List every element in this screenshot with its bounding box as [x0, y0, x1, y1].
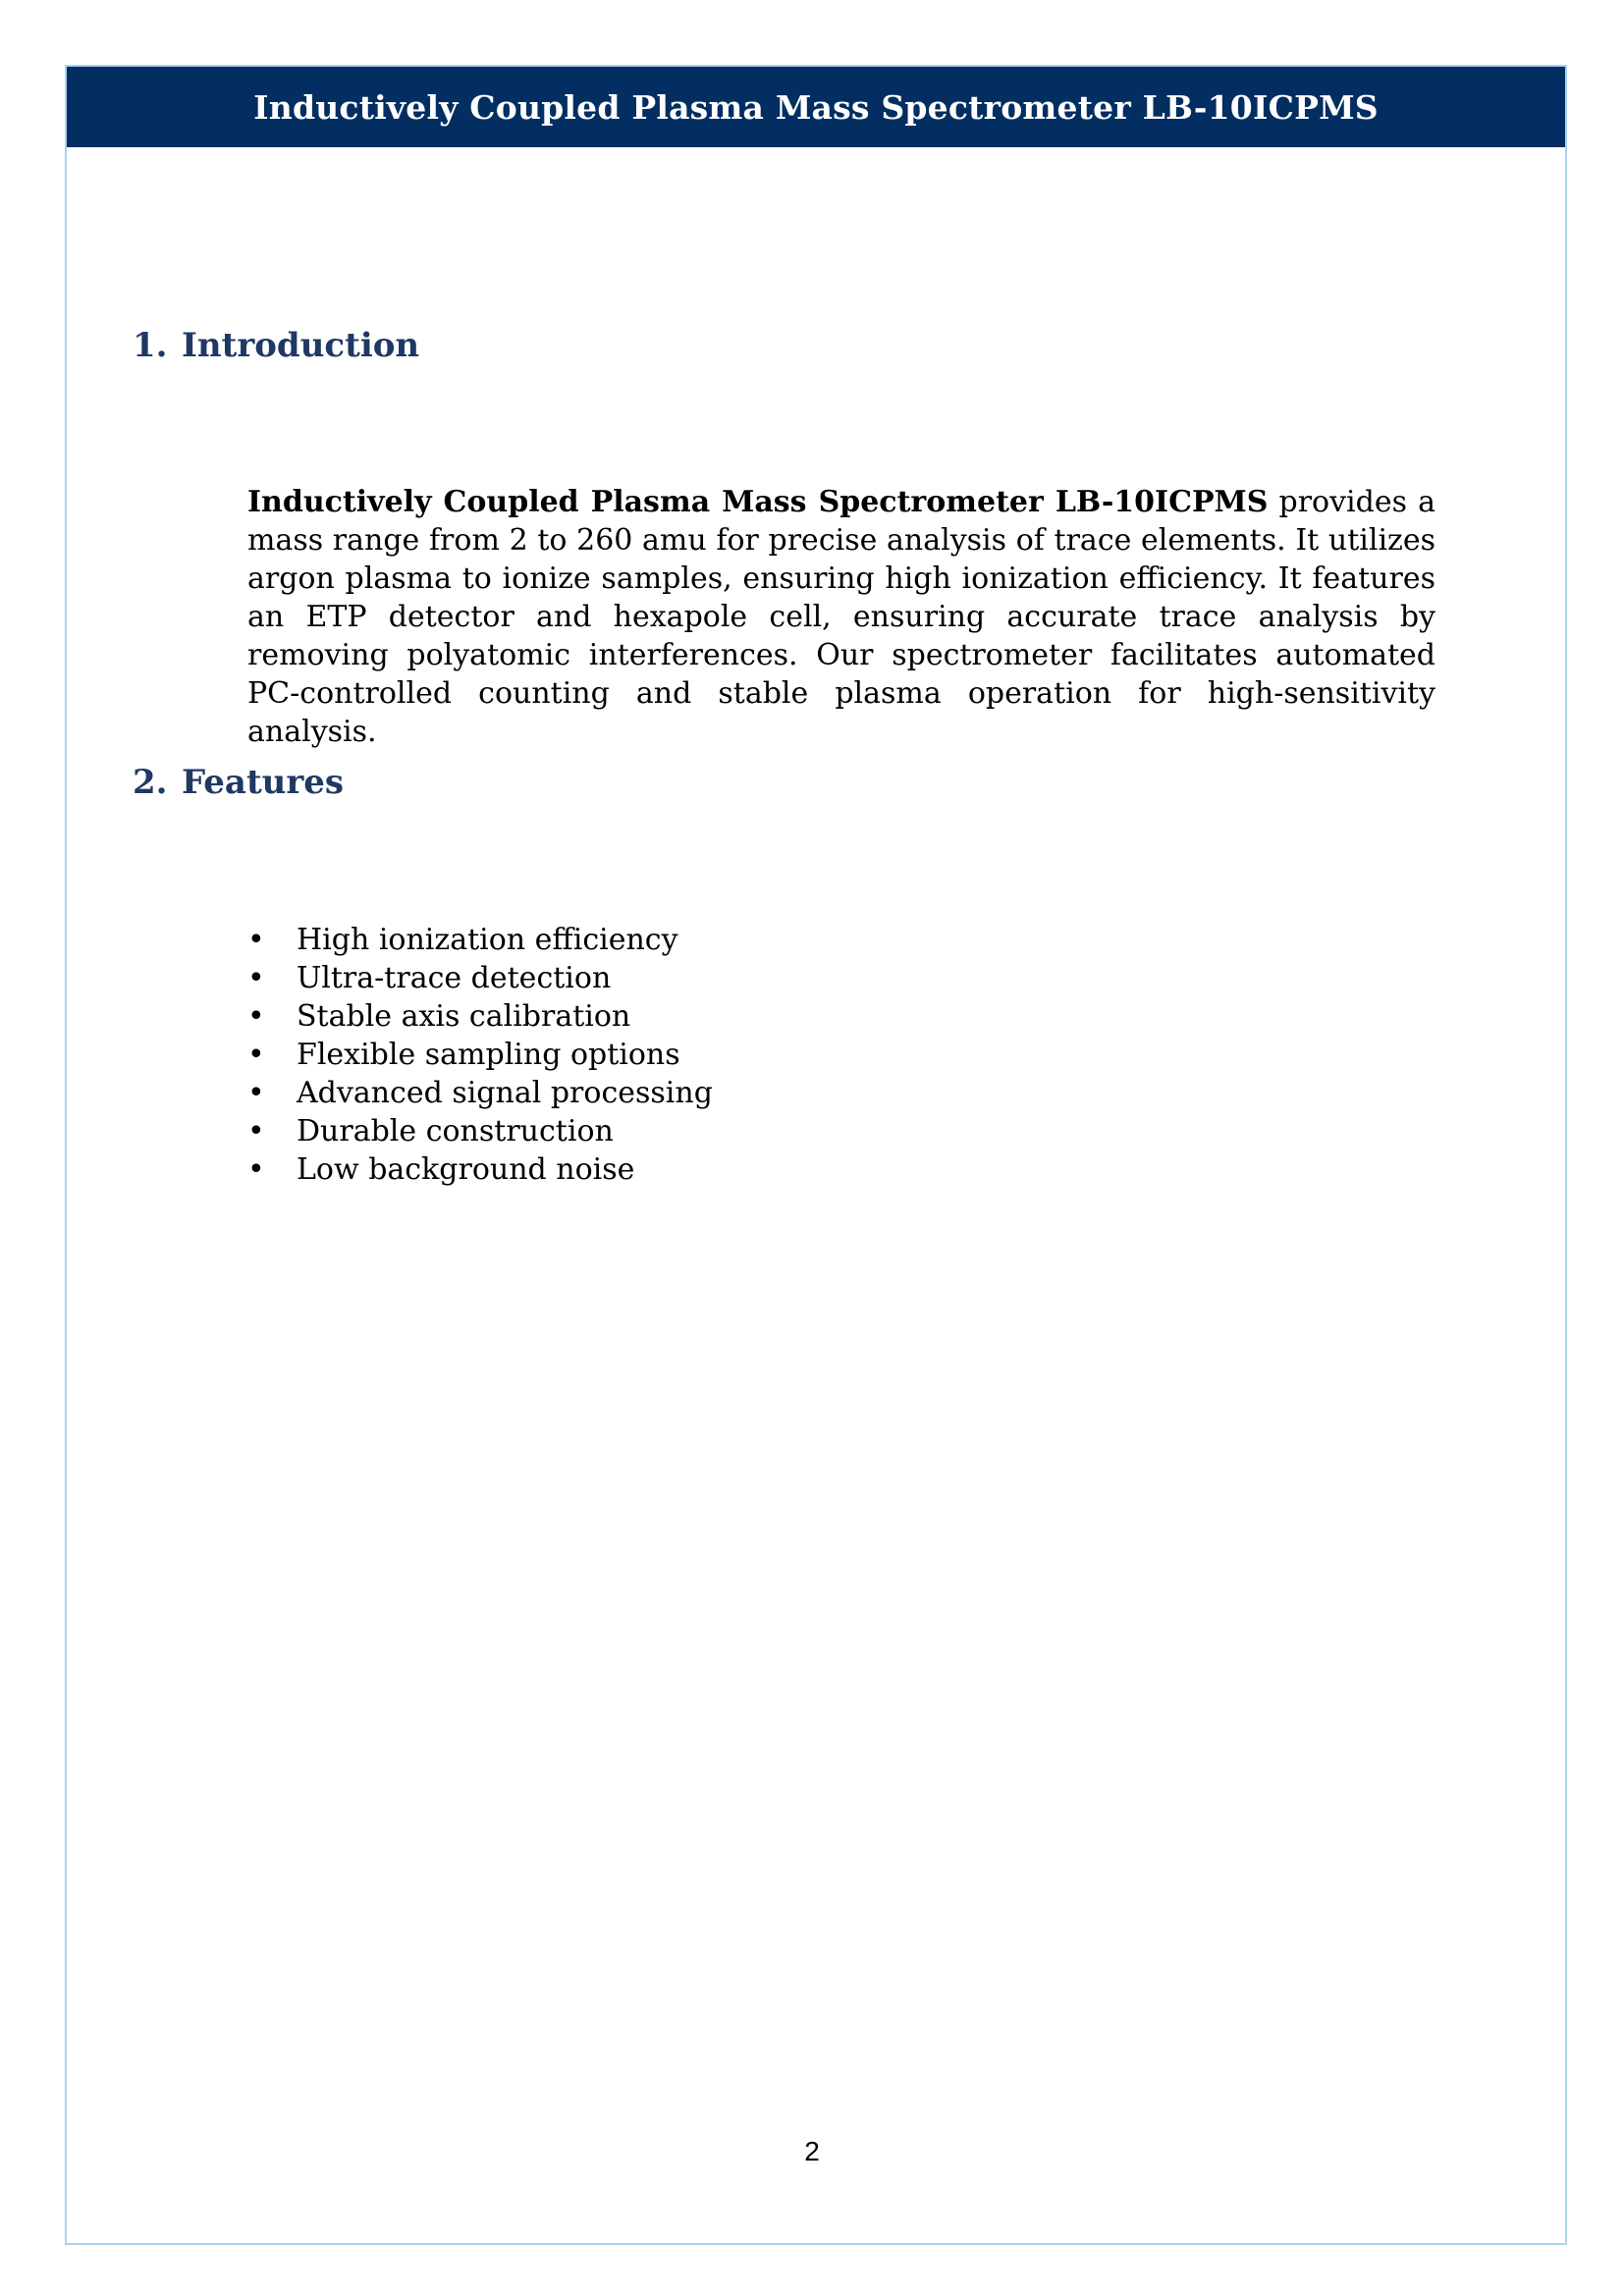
bullet-icon: • [247, 923, 265, 957]
feature-item [247, 997, 713, 1036]
bullet-icon: • [247, 1114, 265, 1148]
feature-text: Ultra-trace detection [297, 961, 612, 995]
feature-item [247, 1112, 713, 1150]
page-number: 2 [804, 2136, 820, 2166]
feature-item [247, 1150, 713, 1189]
feature-text: Advanced signal processing [297, 1076, 713, 1110]
features-section-number: 2. [133, 763, 168, 802]
feature-text: Low background noise [297, 1152, 635, 1187]
bullet-icon: • [247, 999, 265, 1034]
feature-item [247, 921, 713, 959]
feature-item [247, 1036, 713, 1074]
introduction-section-number: 1. [133, 326, 168, 365]
features-heading-text: Features [182, 763, 345, 802]
title-bar [67, 67, 1565, 147]
bullet-icon: • [247, 1076, 265, 1110]
document-title: Inductively Coupled Plasma Mass Spectrometer LB-10ICPMS [253, 87, 1379, 127]
bullet-icon: • [247, 1152, 265, 1187]
introduction-heading-text: Introduction [182, 326, 420, 365]
feature-text: High ionization efficiency [297, 923, 678, 957]
introduction-heading [133, 325, 419, 366]
feature-item [247, 959, 713, 997]
product-name: Inductively Coupled Plasma Mass Spectrometer LB-10ICPMS [247, 485, 1269, 519]
feature-text: Stable axis calibration [297, 999, 631, 1034]
feature-text: Flexible sampling options [297, 1038, 680, 1072]
introduction-text: provides a mass range from 2 to 260 amu for precise analysis of trace elements. It utilizes argon plasma to ionize samples, ensuring high ionization efficiency. It features an ETP detector and hexapole cell, ensuring accurate trace analysis by removing polyatomic interferences. Our spectrometer facilitates automated PC-controlled counting and stable plasma operation for high-sensitivity analysis. [247, 485, 1435, 749]
feature-item [247, 1074, 713, 1112]
features-heading [133, 762, 344, 803]
feature-list [247, 921, 713, 1189]
bullet-icon: • [247, 1038, 265, 1072]
bullet-icon: • [247, 961, 265, 995]
introduction-paragraph [247, 483, 1435, 751]
feature-text: Durable construction [297, 1114, 614, 1148]
